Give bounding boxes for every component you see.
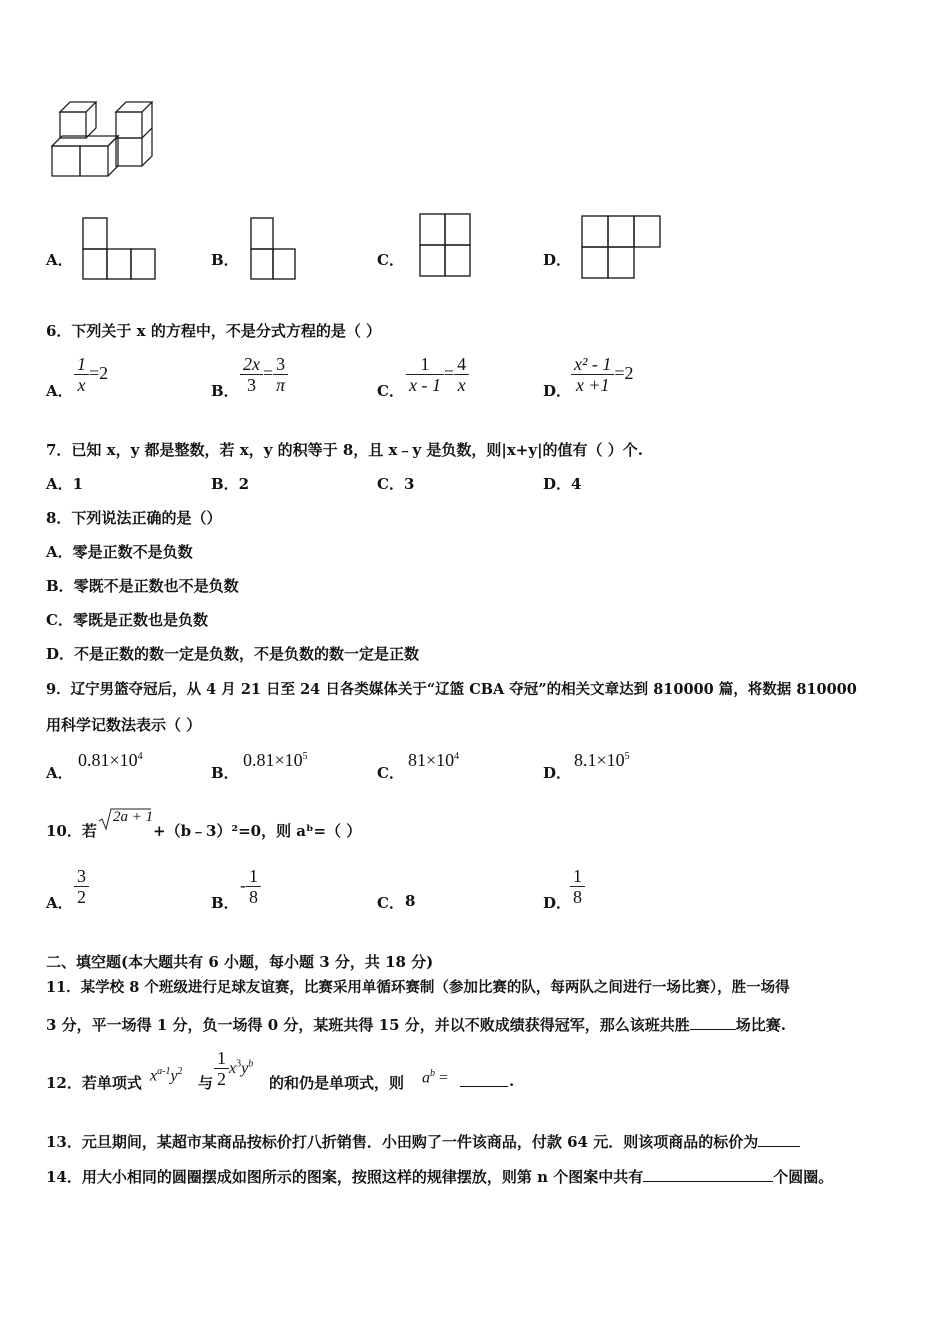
q12-answer: $a^b$ = bbox=[422, 1068, 449, 1087]
q8-option-b: B．零既不是正数也不是负数 bbox=[46, 577, 239, 595]
q7-option-a: A．1 bbox=[46, 475, 84, 493]
q9-question-line1: 9．辽宁男篮夺冠后，从 4 月 21 日至 24 日各类媒体关于“辽篮 CBA 夺冠”的相关文章达到 810000 篇，将数据 810000 bbox=[46, 681, 857, 698]
q11-question-line2: 3 分，平一场得 1 分，负一场得 0 分，某班共得 15 分，并以不败成绩获得冠军，那么该班共胜 场比赛. bbox=[46, 1016, 786, 1034]
q5-option-d-figure bbox=[580, 214, 664, 280]
q9-option-a-value: $0.81\times 10^4$ bbox=[78, 750, 143, 770]
answer-blank[interactable] bbox=[643, 1181, 773, 1182]
fraction: $\frac{1}{x}$ bbox=[74, 354, 89, 395]
fraction: $\frac{1}{8}$ bbox=[570, 866, 585, 907]
q9-question-line2: 用科学记数法表示（ ） bbox=[46, 716, 202, 734]
q12-monomial-1: $x^{a-1}y^2$ bbox=[150, 1066, 183, 1085]
q12-prefix: 12．若单项式 bbox=[46, 1074, 142, 1092]
q10-option-c-value: 8 bbox=[405, 892, 416, 910]
q10-option-d-expr bbox=[570, 866, 585, 907]
answer-blank[interactable] bbox=[758, 1146, 800, 1147]
q6-option-b-label: B． bbox=[211, 382, 239, 400]
q8-option-d: D．不是正数的数一定是负数，不是负数的数一定是正数 bbox=[46, 645, 420, 663]
q9-option-d-value: $8.1\times 10^5$ bbox=[574, 750, 630, 770]
q10-option-c-label: C． bbox=[377, 894, 404, 912]
q12-end: . bbox=[509, 1072, 515, 1090]
q12-monomial-2: $\frac{1}{2}$ $x^3y^b$ bbox=[214, 1048, 253, 1089]
q10-option-a-expr bbox=[74, 866, 89, 907]
q9-option-d-label: D． bbox=[543, 764, 572, 782]
fraction: $\frac{1}{8}$ bbox=[246, 866, 261, 907]
q6-option-d-label: D． bbox=[543, 382, 572, 400]
q10-option-a-label: A． bbox=[46, 894, 73, 912]
q7-option-b: B．2 bbox=[211, 475, 250, 493]
q11-question-line1: 11．某学校 8 个班级进行足球友谊赛，比赛采用单循环赛制（参加比赛的队，每两队之间进行一场比赛），胜一场得 bbox=[46, 979, 790, 996]
q7-option-c: C．3 bbox=[377, 475, 415, 493]
q9-option-b-value: $0.81\times 10^5$ bbox=[243, 750, 308, 770]
q5-option-c-label: C． bbox=[377, 251, 404, 269]
q10-option-b-expr: - $\frac{1}{8}$ bbox=[240, 866, 261, 907]
q6-option-a-label: A． bbox=[46, 382, 73, 400]
q14-question: 14．用大小相同的圆圈摆成如图所示的图案，按照这样的规律摆放，则第 n 个图案中共有 个圆圈。 bbox=[46, 1168, 834, 1186]
q12-suffix: 的和仍是单项式，则 bbox=[269, 1074, 405, 1092]
q6-option-b-expr: $\frac{2x}{3}$ = $\frac{3}{\pi}$ bbox=[240, 354, 288, 395]
q7-option-d: D．4 bbox=[543, 475, 582, 493]
fraction: $\frac{1}{2}$ bbox=[214, 1048, 229, 1089]
q8-option-c: C．零既是正数也是负数 bbox=[46, 611, 208, 629]
q6-question: 6．下列关于 x 的方程中，不是分式方程的是（ ） bbox=[46, 322, 382, 340]
q5-option-a-label: A． bbox=[46, 251, 73, 269]
q10-prefix: 10．若 bbox=[46, 822, 97, 840]
q12-and: 与 bbox=[198, 1074, 214, 1092]
q10-option-b-label: B． bbox=[211, 894, 239, 912]
q8-question: 8．下列说法正确的是（） bbox=[46, 509, 222, 527]
q6-option-d-expr: $\frac{\text{x² - 1}}{x +1}$ =2 bbox=[571, 354, 634, 395]
fraction: $\frac{3}{\pi}$ bbox=[273, 354, 288, 395]
q5-option-b-figure bbox=[249, 216, 299, 282]
fraction: $\frac{1}{x - 1}$ bbox=[406, 354, 444, 395]
q9-option-c-label: C． bbox=[377, 764, 404, 782]
fraction: $\frac{2x}{3}$ bbox=[240, 354, 263, 395]
answer-blank[interactable] bbox=[690, 1029, 736, 1030]
fraction: $\frac{\text{x² - 1}}{x +1}$ bbox=[571, 354, 614, 395]
q5-option-d-label: D． bbox=[543, 251, 572, 269]
q9-option-c-value: $81\times 10^4$ bbox=[408, 750, 460, 770]
q9-option-a-label: A． bbox=[46, 764, 73, 782]
q6-option-c-expr: $\frac{1}{x - 1}$ = $\frac{4}{x}$ bbox=[406, 354, 469, 395]
q6-option-c-label: C． bbox=[377, 382, 404, 400]
q9-option-b-label: B． bbox=[211, 764, 239, 782]
q6-option-a-expr: $\frac{1}{x}$ =2 bbox=[74, 354, 108, 395]
q13-question: 13．元旦期间，某超市某商品按标价打八折销售．小田购了一件该商品，付款 64 元．则该项商品的标价为 bbox=[46, 1131, 800, 1152]
q5-option-b-label: B． bbox=[211, 251, 239, 269]
q5-option-a-figure bbox=[82, 216, 158, 282]
q10-suffix: +（b﹣3）²=0，则 aᵇ=（ ） bbox=[153, 822, 362, 840]
fraction: $\frac{3}{2}$ bbox=[74, 866, 89, 907]
answer-blank[interactable] bbox=[460, 1086, 508, 1087]
q7-question: 7．已知 x，y 都是整数，若 x，y 的积等于 8，且 x﹣y 是负数，则|x+y|的值有（ ）个. bbox=[46, 441, 643, 459]
cube-stack-figure bbox=[48, 98, 158, 180]
section-heading: 二、填空题(本大题共有 6 小题，每小题 3 分，共 18 分) bbox=[46, 953, 434, 971]
q5-option-c-figure bbox=[418, 212, 474, 278]
q10-option-d-label: D． bbox=[543, 894, 572, 912]
fraction: $\frac{4}{x}$ bbox=[454, 354, 469, 395]
q8-option-a: A．零是正数不是负数 bbox=[46, 543, 193, 561]
